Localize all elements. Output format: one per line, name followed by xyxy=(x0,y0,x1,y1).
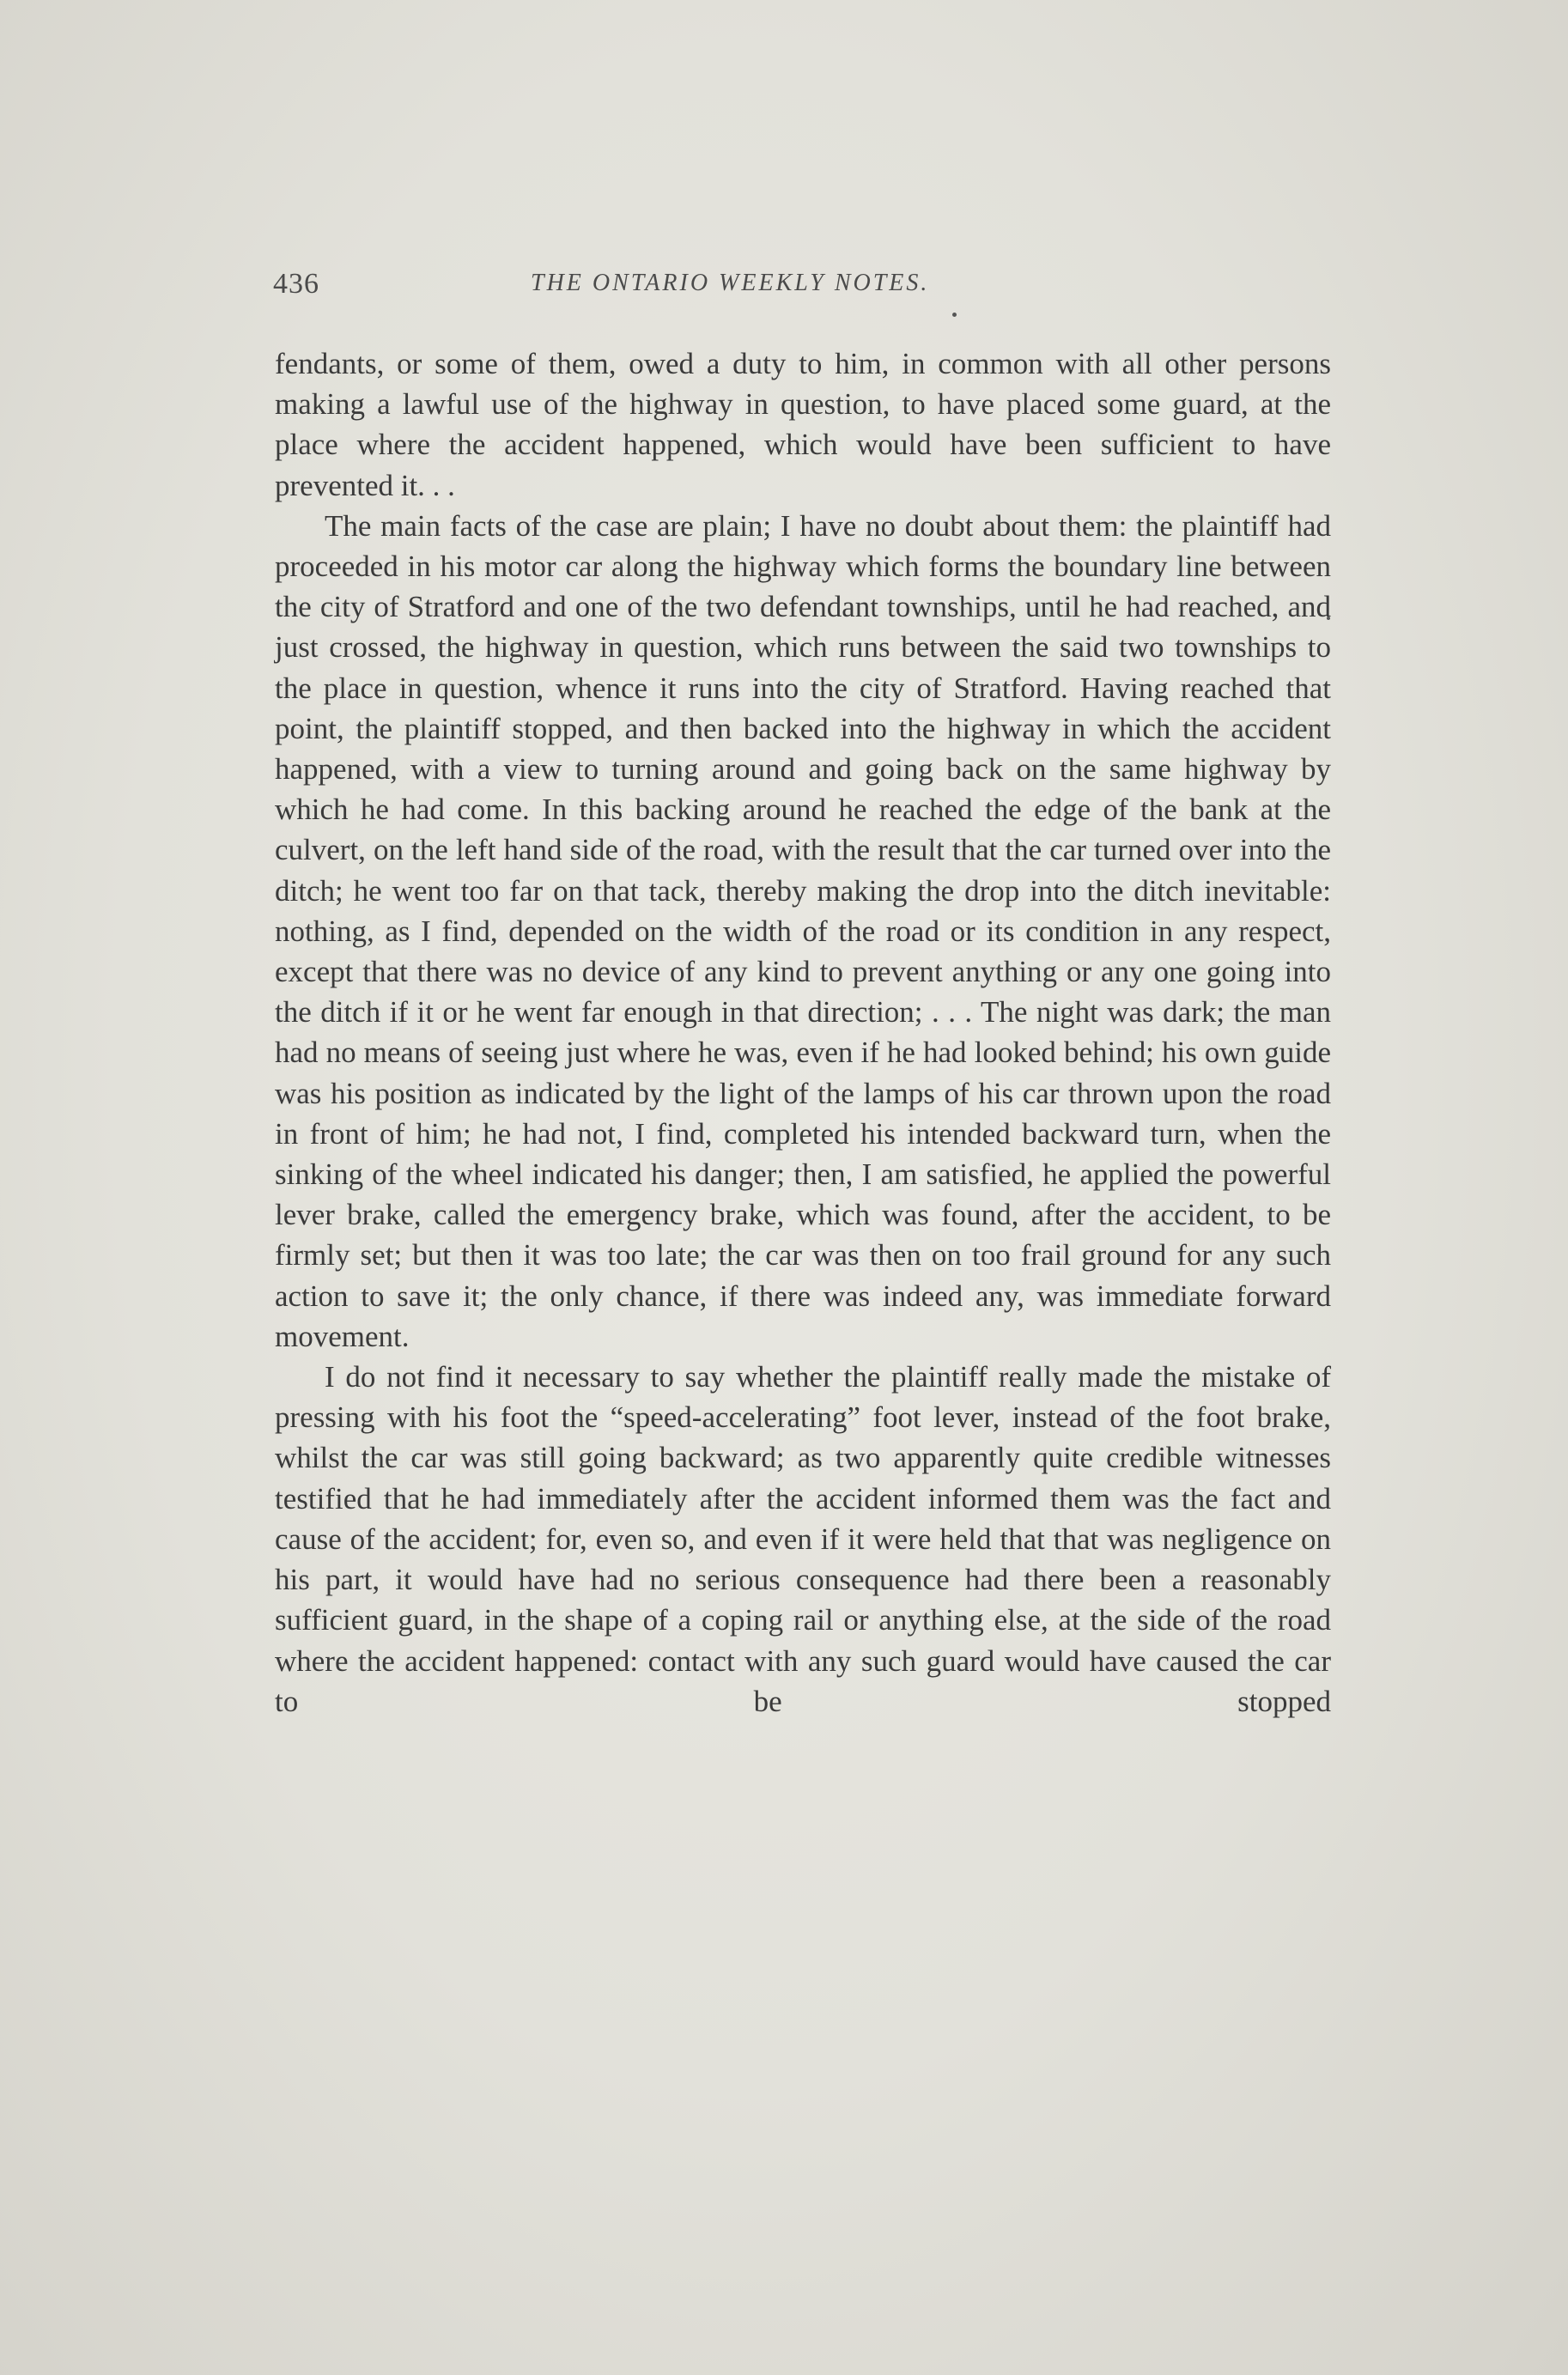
running-title: THE ONTARIO WEEKLY NOTES. xyxy=(531,270,930,296)
paragraph-main-facts: The main facts of the case are plain; I have no doubt about them: the plaintiff had proceeded in his motor car along the highway which forms the boundary line between the city of Stratford and one of the two defendant townships, until he had reached, and just crossed, the highway in question, which runs between the said two townships to the place in question, whence it runs into the city of Stratford. Having reached that point, the plaintiff stopped, and then backed into the highway in which the accident happened, with a view to turning around and going back on the same highway by which he had come. In this backing around he reached the edge of the bank at the culvert, on the left hand side of the road, with the result that the car turned over into the ditch; he went too far on that tack, thereby making the drop into the ditch inevitable: nothing, as I find, depended on the width of the road or its condition in any respect, except that there was no device of any kind to prevent anything or any one going into the ditch if it or he went far enough in that direction; . . . The night was dark; the man had no means of seeing just where he was, even if he had looked behind; his own guide was his position as indicated by the light of the lamps of his car thrown upon the road in front of him; he had not, I find, completed his intended backward turn, when the sinking of the wheel indicated his danger; then, I am satisfied, he applied the powerful lever brake, called the emergency brake, which was found, after the accident, to be firmly set; but then it was too late; the car was then on too frail ground for any such action to save it; the only chance, if there was indeed any, was immediate forward movement. xyxy=(275,508,1331,1353)
page-header xyxy=(273,268,1329,311)
body-text xyxy=(275,343,1331,1722)
page-number: 436 xyxy=(273,268,319,300)
ink-speck xyxy=(952,313,957,317)
paragraph-negligence: I do not find it necessary to say whether the plaintiff really made the mistake of pressing with his foot the “speed-accelerating” foot lever, instead of the foot brake, whilst the car was still going backward; as two apparently quite credible witnesses testified that he had immediately after the accident informed them was the fact and cause of the accident; for, even so, and even if it were held that that was negligence on his part, it would have had no serious consequence had there been a reasonably sufficient guard, in the shape of a coping rail or anything else, at the side of the road where the accident happened: contact with any such guard would have caused the car to be stopped xyxy=(275,1360,1331,1718)
paragraph-continued: fendants, or some of them, owed a duty to him, in common with all other persons making a lawful use of the highway in question, to have placed some guard, at the place where the accident happened, which would have been sufficient to have prevented it. . . xyxy=(275,347,1331,502)
